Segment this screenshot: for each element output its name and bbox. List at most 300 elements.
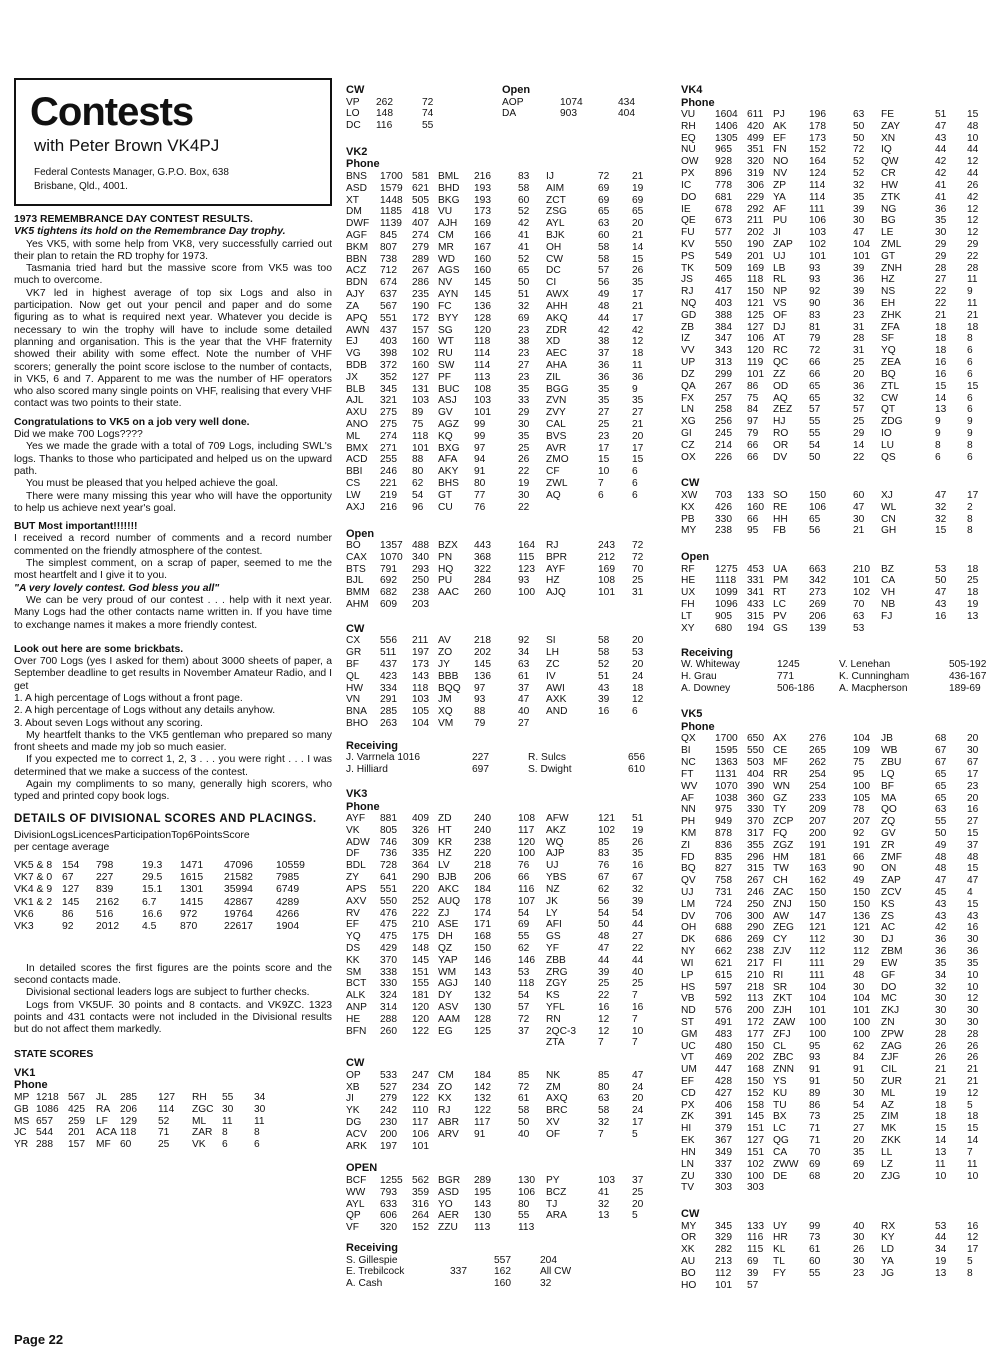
- table-cell: 29: [853, 427, 865, 439]
- table-cell: DK: [681, 934, 696, 946]
- table-cell: 222: [412, 907, 429, 919]
- table-cell: RO: [773, 427, 789, 439]
- table-row: [346, 635, 668, 647]
- table-cell: ST: [681, 1016, 695, 1028]
- vk5-cw-heading: CW: [681, 1208, 700, 1221]
- table-cell: 69: [747, 1256, 759, 1268]
- table-cell: MK: [881, 1123, 897, 1135]
- table-cell: 39: [853, 286, 865, 298]
- table-cell: [598, 718, 632, 730]
- table-row: [346, 683, 668, 695]
- table-cell: 20: [967, 792, 979, 804]
- table-cell: ZSG: [546, 206, 567, 218]
- table-cell: 712: [380, 265, 397, 277]
- table-cell: 597: [715, 981, 732, 993]
- table-cell: 65: [935, 780, 947, 792]
- table-cell: 15: [967, 1123, 979, 1135]
- table-cell: 122: [412, 1093, 429, 1105]
- table-cell: 100: [518, 848, 535, 860]
- table-cell: NV: [773, 168, 788, 180]
- table-cell: 1448: [380, 194, 403, 206]
- table-cell: TJ: [546, 1198, 558, 1210]
- table-cell: 71: [158, 1127, 170, 1139]
- table-cell: 31: [632, 587, 644, 599]
- table-cell: 121: [598, 813, 615, 824]
- table-cell: 150: [747, 286, 764, 298]
- table-row: [681, 369, 993, 381]
- table-cell: 805: [380, 824, 397, 836]
- table-cell: 66: [809, 368, 821, 380]
- table-cell: 63: [853, 109, 865, 120]
- table-cell: 191: [853, 839, 870, 851]
- table-cell: 45: [935, 887, 947, 898]
- table-cell: 13: [935, 1146, 947, 1158]
- table-cell: [853, 1182, 881, 1194]
- table-cell: 544: [36, 1127, 53, 1139]
- table-cell: 26: [967, 179, 979, 191]
- vk2-receiving-table: [346, 752, 668, 776]
- table-cell: 79: [809, 333, 821, 345]
- table-cell: LB: [773, 262, 786, 274]
- table-cell: 113: [518, 1222, 535, 1234]
- table-cell: 23: [853, 309, 865, 321]
- table-cell: A. Macpherson: [839, 682, 908, 694]
- table-cell: 136: [474, 670, 491, 682]
- table-cell: 6: [254, 1139, 260, 1151]
- table-cell: 1070: [715, 780, 738, 792]
- division-cell: 22617: [224, 920, 253, 932]
- table-cell: JL: [96, 1091, 107, 1103]
- table-row: [14, 1139, 332, 1151]
- table-cell: 132: [474, 990, 491, 1002]
- table-cell: 22: [935, 286, 947, 298]
- table-cell: 103: [412, 694, 429, 706]
- table-cell: ZDG: [881, 416, 903, 428]
- division-row: [14, 897, 332, 909]
- table-cell: 33: [518, 395, 530, 407]
- table-cell: 88: [412, 454, 424, 466]
- table-cell: 25: [518, 442, 530, 454]
- table-cell: 103: [598, 1174, 615, 1186]
- table-row: [681, 1064, 993, 1076]
- table-cell: 83: [809, 309, 821, 321]
- table-cell: 75: [853, 757, 865, 769]
- table-cell: PM: [773, 575, 789, 587]
- table-cell: 292: [747, 203, 764, 215]
- table-row: [681, 1182, 993, 1194]
- table-cell: ZBB: [546, 954, 566, 966]
- table-cell: 324: [380, 990, 397, 1002]
- table-cell: 398: [380, 348, 397, 360]
- table-cell: PV: [773, 610, 787, 622]
- table-row: [681, 1221, 993, 1233]
- table-cell: [809, 1182, 853, 1194]
- table-cell: 329: [715, 1232, 732, 1244]
- table-cell: 113: [474, 1222, 491, 1234]
- division-cell: 2162: [96, 896, 120, 908]
- table-cell: MF: [96, 1139, 111, 1151]
- table-cell: 44: [935, 144, 947, 156]
- table-cell: 845: [380, 230, 397, 241]
- table-cell: 175: [412, 931, 429, 943]
- table-cell: ZWL: [546, 478, 568, 490]
- table-cell: 836: [715, 839, 732, 851]
- table-cell: BBI: [346, 466, 363, 478]
- table-cell: 206: [809, 610, 826, 622]
- table-cell: 136: [853, 910, 870, 922]
- table-cell: 117: [518, 824, 535, 836]
- table-cell: AGZ: [438, 419, 459, 430]
- table-cell: 86: [809, 1099, 821, 1111]
- table-row: [681, 1171, 993, 1183]
- table-cell: AWI: [546, 682, 565, 694]
- table-cell: 949: [715, 816, 732, 828]
- table-cell: ZBC: [773, 1052, 794, 1064]
- table-cell: 113: [747, 993, 764, 1005]
- table-cell: 97: [474, 682, 486, 694]
- table-cell: BJB: [438, 872, 457, 884]
- table-cell: 420: [747, 120, 764, 132]
- table-cell: 143: [412, 670, 429, 682]
- table-cell: 15: [632, 454, 644, 466]
- table-cell: 88: [474, 706, 486, 718]
- table-cell: ZZU: [438, 1222, 458, 1234]
- table-cell: AX: [773, 733, 787, 745]
- table-cell: 127: [412, 371, 429, 383]
- table-cell: BRC: [546, 1105, 568, 1117]
- table-cell: 52: [853, 168, 865, 180]
- vk3-heading: VK3: [346, 788, 368, 800]
- table-cell: 26: [935, 1052, 947, 1064]
- table-cell: 728: [380, 860, 397, 872]
- table-row: [681, 1029, 993, 1041]
- table-row: [346, 206, 668, 218]
- table-cell: 476: [380, 907, 397, 919]
- table-cell: 123: [518, 563, 535, 575]
- table-cell: OH: [681, 922, 697, 934]
- paragraph: Divisional sectional leaders logs are subject to further checks.: [26, 987, 310, 999]
- table-cell: AER: [438, 1210, 459, 1222]
- table-cell: 337: [450, 1266, 467, 1278]
- table-cell: 557: [494, 1254, 511, 1266]
- table-cell: 6: [967, 357, 973, 369]
- table-cell: 352: [380, 371, 397, 383]
- division-cell: VK5 & 8: [14, 860, 53, 872]
- table-cell: VP: [346, 96, 360, 108]
- table-cell: 44: [598, 312, 610, 324]
- table-cell: 112: [715, 1267, 732, 1279]
- table-cell: GB: [14, 1103, 29, 1115]
- table-cell: CE: [773, 745, 788, 757]
- table-cell: 36: [632, 371, 644, 383]
- table-cell: 16: [967, 804, 979, 816]
- table-cell: 94: [474, 454, 486, 466]
- table-cell: DV: [773, 451, 788, 463]
- table-cell: 67: [935, 745, 947, 757]
- table-cell: ASJ: [438, 395, 457, 407]
- table-cell: 250: [412, 575, 429, 587]
- division-cell: 19.3: [142, 860, 163, 872]
- table-cell: 39: [598, 966, 610, 978]
- table-cell: ACV: [346, 1128, 367, 1140]
- division-table-header: DivisionLogsLicencesParticipationTop6PointsScore: [14, 829, 250, 841]
- table-cell: 279: [380, 1093, 397, 1105]
- table-cell: 35: [632, 395, 644, 407]
- table-cell: 1579: [380, 182, 403, 194]
- table-cell: JY: [438, 659, 450, 670]
- table-cell: 26: [632, 836, 644, 848]
- table-row: [681, 274, 993, 286]
- table-cell: 24: [632, 1081, 644, 1093]
- table-cell: 1406: [715, 120, 738, 132]
- table-cell: 49: [935, 839, 947, 851]
- table-cell: [598, 502, 632, 514]
- table-cell: WV: [681, 780, 698, 792]
- table-cell: 8: [967, 1267, 973, 1279]
- table-cell: ARK: [346, 1140, 367, 1152]
- table-cell: BNA: [346, 706, 367, 718]
- table-cell: 58: [518, 182, 530, 194]
- table-cell: 39: [747, 1267, 759, 1279]
- table-cell: 34: [254, 1091, 266, 1103]
- table-cell: 233: [809, 792, 826, 804]
- table-cell: ARA: [546, 1210, 567, 1222]
- table-cell: [438, 599, 474, 611]
- table-cell: 1604: [715, 109, 738, 120]
- table-cell: LD: [881, 1244, 895, 1256]
- table-cell: 16: [632, 1002, 644, 1013]
- table-cell: 30: [518, 489, 530, 501]
- table-cell: 322: [474, 563, 491, 575]
- table-cell: BZX: [438, 540, 458, 551]
- table-row: [346, 407, 668, 419]
- table-cell: UJ: [773, 250, 786, 262]
- table-cell: 550: [380, 895, 397, 907]
- table-row: [346, 1278, 668, 1290]
- table-cell: 36: [853, 298, 865, 309]
- table-cell: 152: [809, 144, 826, 156]
- table-cell: AJY: [346, 289, 365, 301]
- table-row: [346, 575, 668, 587]
- table-row: [346, 265, 668, 277]
- table-cell: 117: [474, 1117, 491, 1128]
- table-cell: AV: [438, 635, 451, 647]
- table-cell: 150: [474, 942, 491, 954]
- table-cell: 14: [935, 1135, 947, 1147]
- table-cell: 296: [747, 851, 764, 863]
- table-cell: 6: [632, 466, 638, 478]
- table-cell: 22: [853, 451, 865, 463]
- table-cell: BG: [881, 215, 896, 227]
- table-cell: 16: [935, 610, 947, 622]
- table-cell: 66: [747, 513, 759, 525]
- table-row: [681, 840, 993, 852]
- table-cell: 650: [747, 733, 764, 745]
- table-cell: 20: [632, 1198, 644, 1210]
- division-row: [14, 921, 332, 933]
- table-cell: 77: [474, 489, 486, 501]
- table-row: [681, 659, 993, 671]
- table-cell: ML: [346, 430, 361, 442]
- division-cell: VK4 & 9: [14, 884, 53, 896]
- table-cell: ZIL: [546, 371, 561, 383]
- table-cell: LP: [681, 969, 694, 981]
- table-cell: 30: [853, 513, 865, 525]
- table-cell: FY: [773, 1267, 787, 1279]
- table-cell: 881: [380, 813, 397, 824]
- table-cell: HE: [346, 1013, 361, 1025]
- table-cell: CIL: [881, 1064, 897, 1076]
- table-cell: 475: [380, 931, 397, 943]
- table-cell: ZJV: [773, 946, 792, 958]
- table-cell: 17: [632, 312, 644, 324]
- table-cell: BF: [346, 659, 360, 670]
- table-cell: CZ: [681, 439, 695, 451]
- page-number: Page 22: [14, 1332, 64, 1347]
- table-cell: ACA: [96, 1127, 117, 1139]
- table-row: [681, 239, 993, 251]
- table-cell: [518, 1141, 546, 1153]
- table-cell: 168: [747, 1064, 764, 1076]
- table-cell: BGR: [438, 1174, 461, 1186]
- table-cell: 130: [474, 1210, 491, 1222]
- table-cell: 81: [809, 321, 821, 333]
- table-cell: 57: [598, 265, 610, 277]
- table-cell: 22: [518, 466, 530, 478]
- table-cell: 151: [747, 1123, 764, 1135]
- table-cell: BKG: [438, 194, 460, 206]
- table-cell: 41: [935, 191, 947, 203]
- table-cell: HS: [681, 981, 696, 993]
- table-row: [346, 183, 668, 195]
- table-cell: 73: [809, 1111, 821, 1123]
- table-cell: ZAY: [881, 120, 901, 132]
- table-row: [346, 1082, 668, 1094]
- list-item: 3. About seven Logs without any scoring.: [14, 717, 203, 729]
- table-cell: 29: [935, 250, 947, 262]
- table-cell: RH: [192, 1091, 207, 1103]
- table-cell: 104: [853, 238, 870, 250]
- table-cell: IE: [681, 203, 691, 215]
- table-cell: XD: [546, 336, 561, 348]
- division-cell: 21582: [224, 872, 253, 884]
- table-cell: 334: [380, 682, 397, 694]
- table-cell: 1118: [715, 575, 737, 587]
- table-cell: 34: [935, 1244, 947, 1256]
- cw-heading: CW: [346, 84, 365, 96]
- table-cell: 257: [715, 392, 732, 404]
- table-cell: 65: [809, 513, 821, 525]
- table-cell: BI: [681, 745, 691, 757]
- table-cell: TY: [773, 804, 787, 816]
- table-row: [681, 156, 993, 168]
- table-cell: UC: [681, 1040, 696, 1052]
- table-cell: 255: [380, 454, 397, 466]
- table-cell: 62: [598, 883, 610, 895]
- table-cell: 62: [853, 1040, 865, 1052]
- table-row: [681, 1232, 993, 1244]
- table-cell: 35: [967, 957, 979, 969]
- table-cell: 320: [747, 156, 764, 168]
- table-cell: FH: [681, 599, 695, 611]
- table-cell: 84: [747, 404, 759, 416]
- table-cell: 567: [380, 300, 397, 312]
- table-cell: 72: [632, 551, 644, 563]
- table-cell: KM: [681, 827, 697, 839]
- vk3-phone-heading: Phone: [346, 800, 380, 813]
- table-cell: AVR: [546, 442, 567, 454]
- table-row: [681, 1123, 993, 1135]
- table-cell: 113: [474, 371, 491, 383]
- table-cell: 36: [935, 946, 947, 958]
- table-cell: RE: [773, 501, 788, 513]
- table-cell: 28: [935, 262, 947, 274]
- division-cell: 19764: [224, 908, 253, 920]
- table-cell: 615: [715, 969, 732, 981]
- table-cell: 20: [853, 368, 865, 380]
- table-cell: CA: [881, 575, 896, 587]
- table-cell: EW: [881, 957, 898, 969]
- table-row: [681, 757, 993, 769]
- table-cell: 262: [376, 96, 393, 108]
- table-cell: 453: [747, 563, 764, 575]
- table-row: [346, 967, 668, 979]
- table-cell: 10: [935, 1170, 947, 1182]
- table-row: [681, 575, 993, 587]
- table-cell: 220: [474, 848, 491, 860]
- table-cell: 235: [412, 289, 429, 301]
- table-cell: RJ: [546, 540, 559, 551]
- table-cell: AND: [546, 706, 568, 718]
- open-table: [502, 97, 668, 121]
- table-cell: 32: [853, 179, 865, 191]
- division-cell: 35994: [224, 884, 253, 896]
- vk3-cw-heading: CW: [346, 1057, 365, 1070]
- table-row: [681, 121, 993, 133]
- table-cell: RH: [681, 120, 696, 132]
- table-cell: AJH: [438, 218, 458, 230]
- table-cell: 406: [715, 1099, 732, 1111]
- table-cell: ZTA: [546, 1037, 565, 1049]
- table-cell: NV: [438, 277, 453, 289]
- table-cell: 491: [715, 1016, 732, 1028]
- table-cell: [632, 599, 666, 611]
- division-cell: 29.5: [142, 872, 163, 884]
- table-row: [346, 1026, 668, 1038]
- table-cell: BF: [881, 780, 895, 792]
- table-cell: 18: [632, 682, 644, 694]
- table-cell: 551: [380, 883, 397, 895]
- table-cell: 95: [809, 1040, 821, 1052]
- table-cell: 252: [412, 895, 429, 907]
- table-cell: EJ: [346, 336, 358, 348]
- table-cell: 359: [412, 1186, 429, 1198]
- table-cell: 50: [853, 1076, 865, 1087]
- table-cell: 275: [380, 419, 397, 430]
- table-cell: 6: [632, 706, 638, 718]
- table-cell: 69: [632, 194, 644, 206]
- table-cell: 16: [632, 860, 644, 872]
- table-cell: 42: [967, 191, 979, 203]
- table-cell: [598, 599, 632, 611]
- table-cell: AWN: [346, 324, 370, 336]
- table-cell: 25: [632, 575, 644, 587]
- table-cell: 118: [412, 430, 429, 442]
- table-cell: AXQ: [546, 1093, 568, 1105]
- table-cell: 10: [967, 132, 979, 144]
- right-column: [681, 84, 993, 1292]
- table-row: [346, 1175, 668, 1187]
